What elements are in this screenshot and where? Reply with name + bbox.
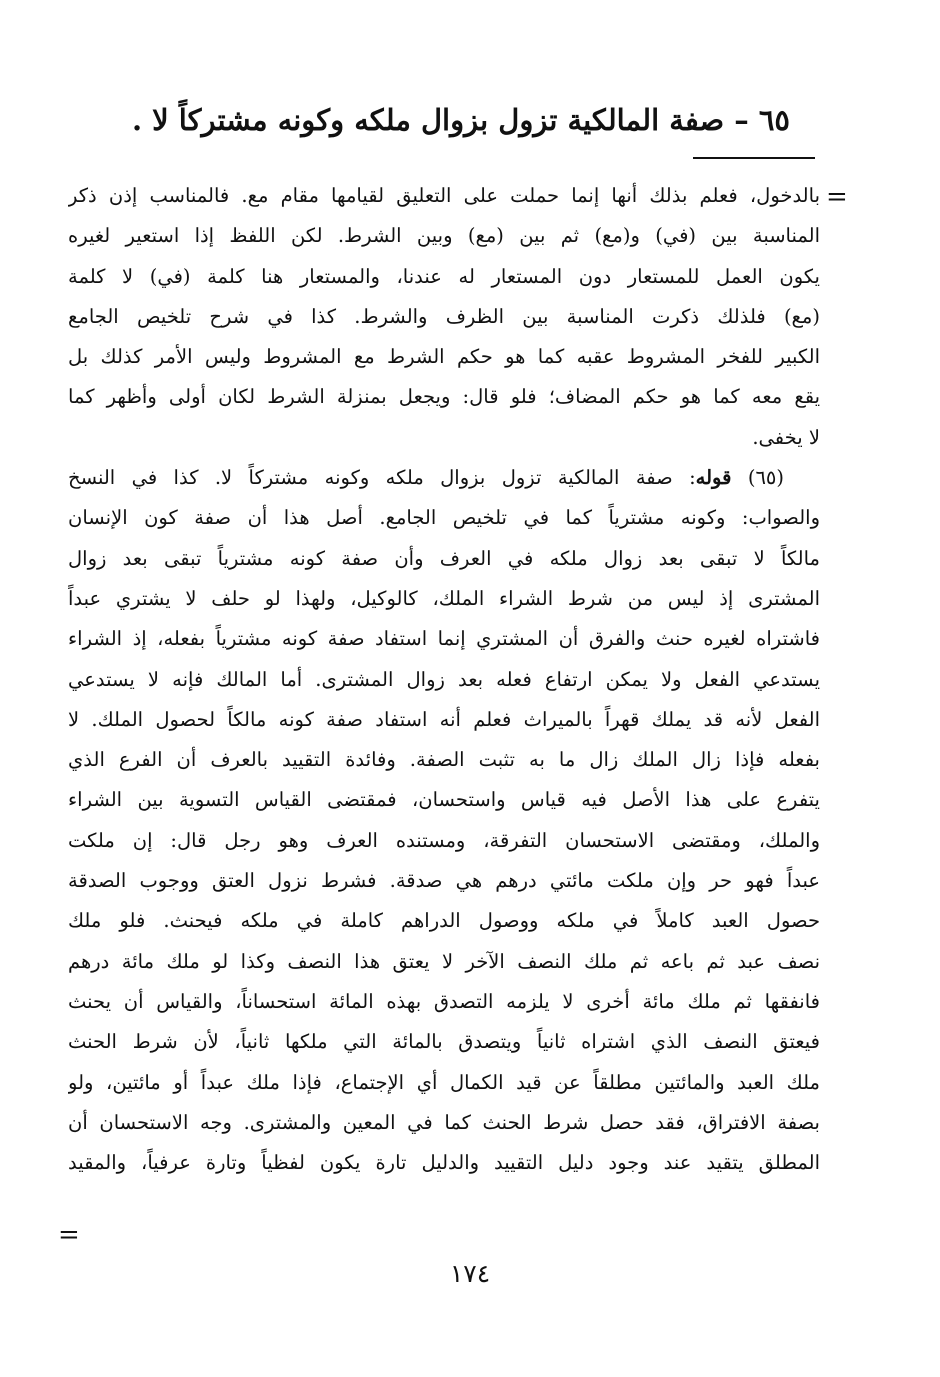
text-line: الفعل لأنه قد يملك قهراً بالميراث فعلم أنه استفاد صفة كونه مالكاً لحصول الملك. لا [68, 707, 820, 731]
heading-dash: – [734, 103, 749, 137]
note-first-line-text: : صفة المالكية تزول بزوال ملكه وكونه مشتركاً لا. كذا في النسخ [68, 466, 696, 490]
text-line: والصواب: وكونه مشترياً كما في تلخيص الجامع. أصل هذا أن صفة كون الإنسان [68, 506, 820, 530]
text-line: لا يخفى. [752, 425, 820, 449]
text-line: الكبير للفخر المشروط عقبه كما هو حكم الشرط مع المشروط وليس الأمر كذلك بل [68, 345, 820, 369]
text-line: يقع معه كما هو حكم المضاف؛ فلو قال: ويجعل بمنزلة الشرط لكان أولى وأظهر كما [68, 385, 820, 409]
footnote-continuation-block [68, 176, 820, 458]
text-line: بصفة الافتراق، فقد حصل شرط الحنث كما في المعين والمشترى. وجه الاستحسان أن [68, 1110, 820, 1134]
text-line: المشترى إذ ليس من شرط الشراء الملك، كالوكيل، ولهذا لو حلف لا يشتري عبداً [68, 586, 820, 610]
text-line: فانفقها ثم ملك مائة أخرى لا يلزمه التصدق بهذه المائة استحساناً، والقياس أن يحنث [68, 989, 820, 1013]
text-line: بالدخول، فعلم بذلك أنها إنما حملت على التعليق لقيامها مقام مع. فالمناسب إذن ذكر [68, 184, 820, 207]
section-heading [120, 98, 790, 142]
text-line: فاشتراه لغيره حنث والفرق أن المشتري إنما استفاد صفة كونه مشترياً بفعله، إذ الشراء [68, 627, 820, 651]
text-line: (مع) فلذلك ذكرت المناسبة بين الظرف والشرط. كذا في شرح تلخيص الجامع [68, 304, 820, 328]
text-line: والملك، ومقتضى الاستحسان التفرقة، ومستنده العرف وهو رجل قال: إن ملكت [68, 828, 820, 852]
text-line: عبداً فهو حر وإن ملكت مائتي درهم هي صدقة. فشرط نزول العتق ووجوب الصدقة [68, 869, 820, 893]
text-line: يكون العمل للمستعار دون المستعار له عندنا، والمستعار هنا كلمة (في) لا كلمة [68, 264, 820, 288]
text-line: ملك العبد والمائتين مطلقاً عن قيد الكمال أي الإجتماع، فإذا ملك عبداً أو مائتين، ولو [68, 1070, 820, 1094]
note-65-block [68, 458, 820, 1183]
text-line: يستدعي الفعل ولا يمكن ارتفاع فعله بعد زوال المشترى. أما المالك فإنه لا يستدعي [68, 667, 820, 691]
heading-text: صفة المالكية تزول بزوال ملكه وكونه مشتركاً لا . [131, 103, 725, 137]
page-number: ١٧٤ [449, 1259, 491, 1288]
text-line: بفعله فإذا زال الملك زال ما به تثبت الصفة. وفائدة التقييد بالعرف أن الفرع الذي [68, 748, 820, 772]
text-line: حصول العبد كاملاً في ملكه ووصول الدراهم كاملة في ملكه فيحنث. فلو ملك [68, 909, 820, 933]
commentary-text [68, 176, 820, 1224]
heading-underline [693, 157, 815, 159]
text-line: المطلق يتقيد عند وجود دليل التقييد والدليل تارة يكون لفظياً وتارة عرفياً، والمقيد [68, 1151, 820, 1175]
note-first-line [68, 458, 820, 498]
continuation-mark-top: = [826, 182, 848, 212]
text-line: مالكاً لا تبقى بعد زوال ملكه في العرف وأن صفة كونه مشترياً تبقى بعد زوال [68, 546, 820, 570]
text-line: نصف عبد ثم باعه ثم ملك النصف الآخر لا يعتق هذا النصف وكذا لو ملك مائة درهم [68, 949, 820, 973]
note-number: (٦٥) [747, 466, 784, 490]
text-line: فيعتق النصف الذي اشتراه ثانياً ويتصدق بالمائة التي ملكها ثانياً، لأن شرط الحنث [68, 1030, 820, 1054]
note-keyword: قوله [695, 466, 732, 490]
continuation-mark-bottom: = [58, 1220, 80, 1250]
heading-number: ٦٥ [758, 103, 790, 137]
text-line: المناسبة بين (في) و(مع) ثم بين (مع) وبين الشرط. لكن اللفظ إذا استعير لغيره [68, 224, 820, 248]
text-line: يتفرع على هذا الأصل فيه قياس واستحسان، فمقتضى القياس التسوية بين الشراء [68, 788, 820, 812]
